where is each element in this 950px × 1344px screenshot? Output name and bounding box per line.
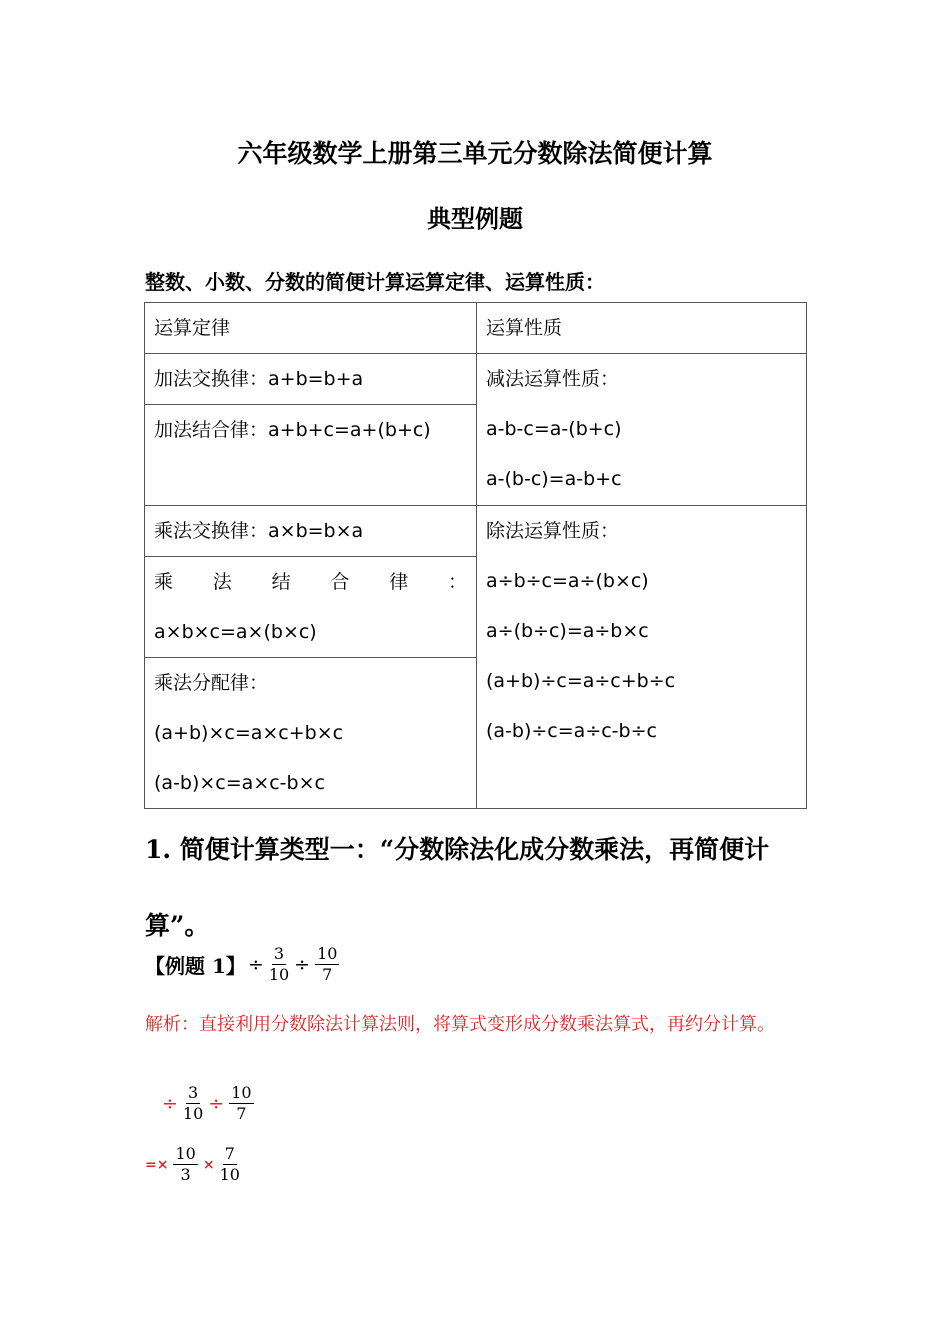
fraction [183,1083,203,1124]
header-laws: 运算定律 [154,317,231,339]
page-title: 六年级数学上册第三单元分数除法简便计算 [237,139,713,168]
multiplication-associative-cell [145,557,477,658]
multiplication-commutative-law: 乘法交换律：a×b=b×a [154,520,364,542]
solution-step-2 [143,1144,243,1185]
subtraction-property-label: 减法运算性质： [486,368,620,390]
subtraction-formula: a-b-c=a-(b+c) [486,418,622,440]
label-char: 律 [389,571,409,593]
numerator: 3 [273,944,285,963]
denominator: 7 [322,965,333,984]
numerator: 10 [231,1083,252,1102]
division-properties-cell [477,506,807,809]
label-char: 法 [212,571,232,593]
example-label: 【例题 1】 [145,954,246,978]
analysis-text: 解析：直接利用分数除法计算法则，将算式变形成分数乘法算式，再约分计算。 [145,1014,775,1035]
fraction [173,1144,197,1185]
denominator: 10 [268,965,290,984]
example-1 [145,944,342,985]
times-sign: × [202,1156,215,1173]
multiplication-associative-label [145,557,476,607]
multiplication-distributive-cell [145,658,477,809]
header-properties: 运算性质 [486,317,563,339]
label-char: 合 [330,571,350,593]
divide-sign: ÷ [208,1092,225,1115]
division-formula: (a-b)÷c=a÷c-b÷c [486,720,657,742]
multiplication-distributive-label: 乘法分配律： [154,672,269,694]
label-char: ： [447,571,467,593]
addition-associative-cell [145,405,477,506]
subtraction-formula: a-(b-c)=a-b+c [486,468,622,490]
multiplication-associative-formula: a×b×c=a×(b×c) [154,621,317,643]
distributive-formula: (a-b)×c=a×c-b×c [154,772,325,794]
page-subtitle: 典型例题 [427,204,523,233]
denominator: 7 [236,1104,247,1123]
intro-text: 整数、小数、分数的简便计算运算定律、运算性质： [145,270,605,294]
table-row [145,354,807,405]
addition-commutative-cell [145,354,477,405]
solution-step-1 [160,1083,257,1124]
label-char: 乘 [154,571,174,593]
fraction [229,1083,253,1124]
fraction [269,944,289,985]
numerator: 10 [175,1144,196,1163]
header-cell-properties [477,303,807,354]
table-row [145,506,807,557]
numerator: 7 [224,1144,235,1163]
denominator: 10 [182,1104,204,1123]
header-cell-laws [145,303,477,354]
fraction [220,1144,240,1185]
denominator: 3 [180,1165,191,1184]
addition-associative-law: 加法结合律：a+b+c=a+(b+c) [154,419,431,441]
addition-commutative-law: 加法交换律：a+b=b+a [154,368,364,390]
numerator: 10 [317,944,338,963]
subtraction-properties-cell [477,354,807,506]
equals-times-sign: =× [145,1156,169,1173]
denominator: 10 [219,1165,240,1184]
section-heading: 1. 简便计算类型一：“分数除法化成分数乘法，再简便计算”。 [145,835,770,940]
label-char: 结 [271,571,291,593]
table-header-row [145,303,807,354]
divide-sign: ÷ [162,1092,178,1115]
division-formula: a÷(b÷c)=a÷b×c [486,620,649,642]
numerator: 3 [188,1083,199,1102]
divide-sign: ÷ [294,953,311,976]
division-formula: (a+b)÷c=a÷c+b÷c [486,670,676,692]
multiplication-commutative-cell [145,506,477,557]
division-formula: a÷b÷c=a÷(b×c) [486,570,649,592]
rules-table [144,302,807,809]
fraction [315,944,339,985]
division-property-label: 除法运算性质： [486,520,620,542]
distributive-formula: (a+b)×c=a×c+b×c [154,722,344,744]
divide-sign: ÷ [247,953,264,976]
